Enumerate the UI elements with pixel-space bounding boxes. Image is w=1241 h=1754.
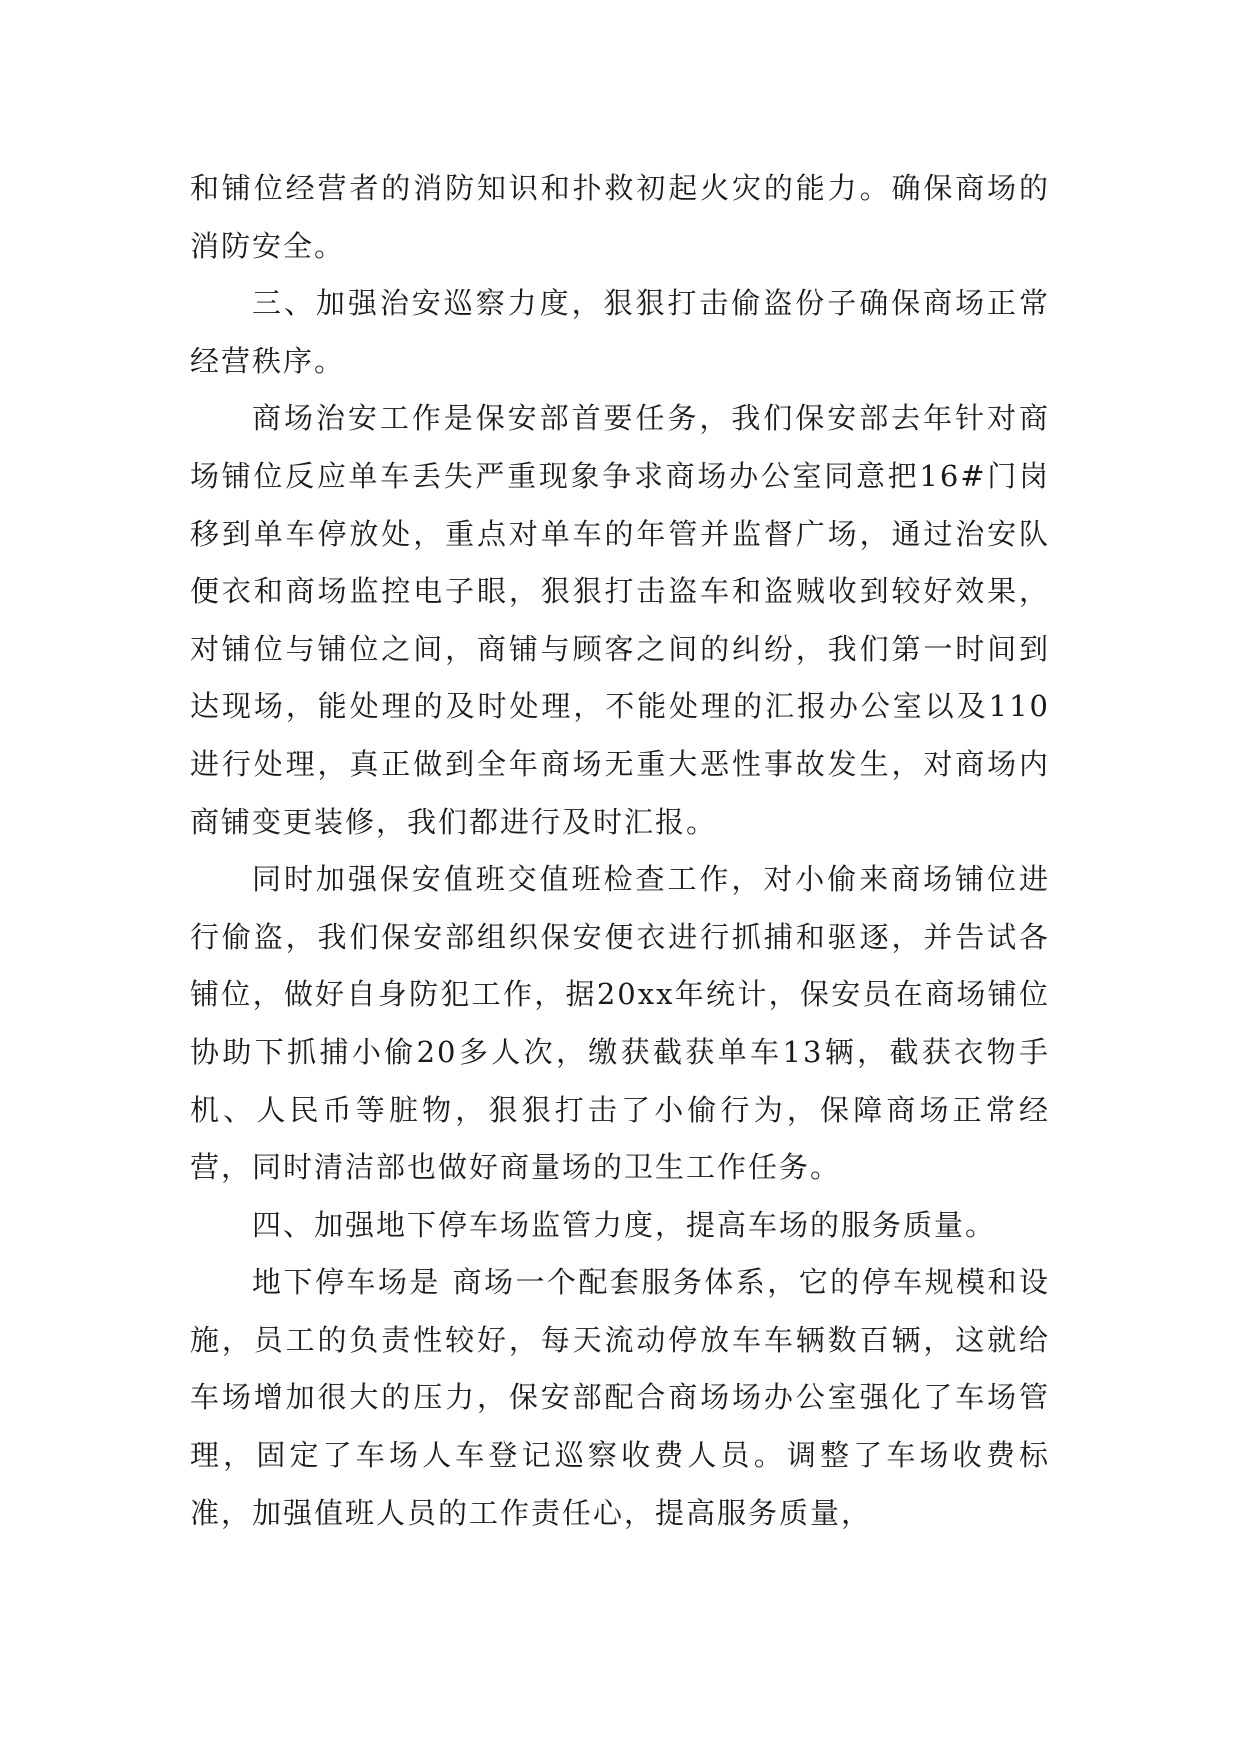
- paragraph-security-work: 商场治安工作是保安部首要任务，我们保安部去年针对商场铺位反应单车丢失严重现象争求商场办公室同意把16#门岗移到单车停放处，重点对单车的年管并监督广场，通过治安队便衣和商场监控电子眼，狠狠打击盗车和盗贼收到较好效果，对铺位与铺位之间，商铺与顾客之间的纠纷，我们第一时间到达现场，能处理的及时处理，不能处理的汇报办公室以及110进行处理，真正做到全年商场无重大恶性事故发生，对商场内商铺变更装修，我们都进行及时汇报。: [190, 401, 1050, 839]
- document-body: [190, 160, 1050, 1542]
- section-heading-3: 三、加强治安巡察力度，狠狠打击偷盗份子确保商场正常经营秩序。: [190, 286, 1050, 378]
- section-heading-4: 四、加强地下停车场监管力度，提高车场的服务质量。: [252, 1207, 997, 1242]
- paragraph-fire-safety: 和铺位经营者的消防知识和扑救初起火灾的能力。确保商场的消防安全。: [190, 171, 1050, 263]
- paragraph-parking-lot: 地下停车场是 商场一个配套服务体系，它的停车规模和设施，员工的负责性较好，每天流动停放车车辆数百辆，这就给车场增加很大的压力，保安部配合商场场办公室强化了车场管理，固定了车场人车登记巡察收费人员。调整了车场收费标准，加强值班人员的工作责任心，提高服务质量，: [190, 1265, 1050, 1530]
- paragraph-duty-inspection: 同时加强保安值班交值班检查工作，对小偷来商场铺位进行偷盗，我们保安部组织保安便衣进行抓捕和驱逐，并告试各铺位，做好自身防犯工作，据20xx年统计，保安员在商场铺位协助下抓捕小偷20多人次，缴获截获单车13辆，截获衣物手机、人民币等脏物，狠狠打击了小偷行为，保障商场正常经营，同时清洁部也做好商量场的卫生工作任务。: [190, 862, 1050, 1185]
